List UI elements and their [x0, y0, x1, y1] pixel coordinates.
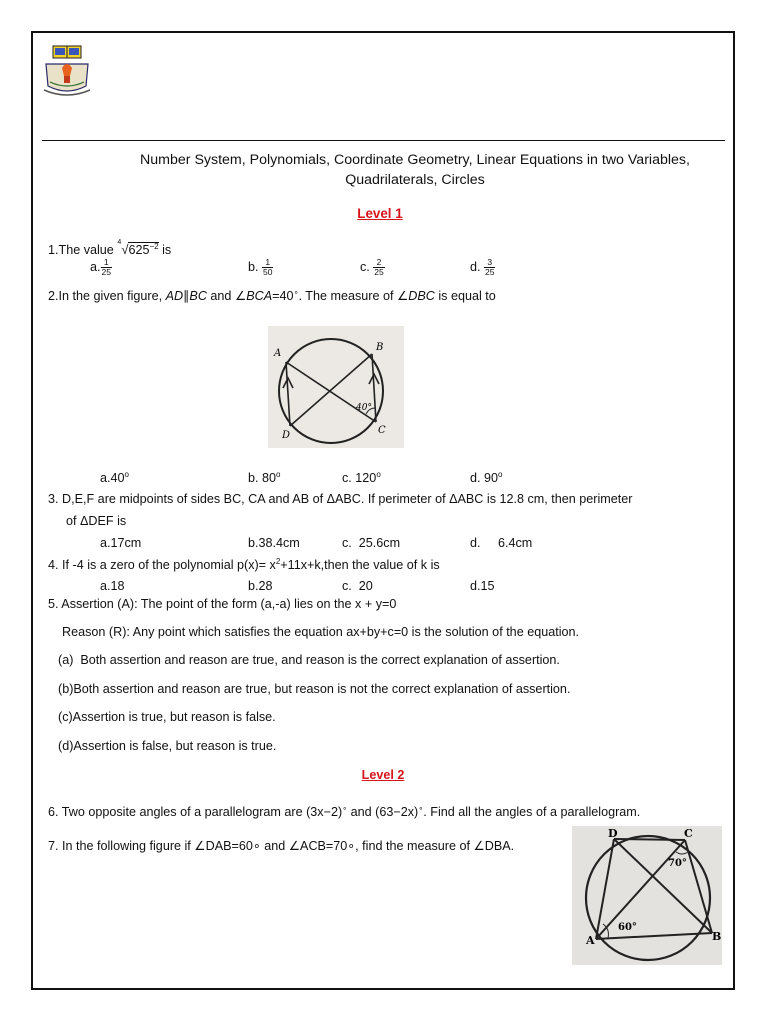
svg-text:D: D — [282, 430, 291, 441]
q1-option-b: b. $\frac{1}{50}$ — [248, 257, 273, 277]
question-7: 7. In the following figure if ∠DAB=60∘ and ∠ACB=70∘, find the measure of ∠DBA. — [48, 839, 515, 853]
svg-text:D: D — [608, 827, 618, 840]
q4-option-d: d.15 — [470, 579, 495, 593]
question-5-assertion: 5. Assertion (A): The point of the form (a,-a) lies on the x + y=0 — [48, 597, 397, 611]
svg-text:C: C — [378, 425, 386, 436]
q4-option-c: c. 20 — [342, 579, 373, 593]
level-2-heading: Level 2 — [361, 768, 405, 782]
svg-text:A: A — [586, 934, 595, 947]
q5-option-a: (a) Both assertion and reason are true, and reason is the correct explanation of assertion. — [58, 653, 560, 667]
svg-text:B: B — [712, 930, 722, 943]
svg-text:C: C — [684, 827, 693, 840]
q1-option-c: c. $\frac{2}{25}$ — [360, 257, 384, 277]
question-5-reason: Reason (R): Any point which satisfies the equation ax+by+c=0 is the solution of the equation. — [62, 625, 580, 639]
q4-option-b: b.28 — [248, 579, 273, 593]
q2-option-a: a.40$^o$ — [100, 470, 129, 486]
level-1-heading: Level 1 — [357, 206, 403, 221]
q5-option-c: (c)Assertion is true, but reason is false. — [58, 710, 276, 724]
q2-circle-figure — [268, 326, 404, 448]
question-6: 6. Two opposite angles of a parallelogram are (3x−2)∘ and (63−2x)∘. Find all the angles of a parallelogram. — [48, 804, 641, 820]
question-4: 4. If -4 is a zero of the polynomial $p(x)= x^2+11x+k,then$ the value of k is — [48, 557, 440, 573]
q1-option-a: a. $\frac{1}{25}$ — [90, 257, 111, 277]
svg-text:A: A — [274, 348, 282, 359]
q3-option-d: d. 6.4cm — [470, 536, 533, 550]
q2-option-c: c. 120$^o$ — [342, 470, 381, 486]
svg-text:60°: 60° — [618, 922, 637, 933]
question-3-line-1: 3. D,E,F are midpoints of sides BC, CA and AB of ΔABC. If perimeter of ΔABC is 12.8 cm, then perimeter — [48, 492, 633, 506]
question-1: 1.The value 4 $√625^{-2}$ is — [48, 239, 172, 258]
school-emblem-logo — [40, 42, 94, 98]
q3-option-a: a.17cm — [100, 536, 142, 550]
svg-text:B: B — [376, 342, 384, 353]
q1-option-d: d. $\frac{3}{25}$ — [470, 257, 495, 277]
q4-option-a: a.18 — [100, 579, 125, 593]
q5-option-b: (b)Both assertion and reason are true, but reason is not the correct explanation of assertion. — [58, 682, 571, 696]
q3-option-b: b.38.4cm — [248, 536, 300, 550]
question-2: 2.In the given figure, AD∥BC and ∠BCA=40∘. The measure of ∠DBC is equal to — [48, 288, 496, 304]
svg-text:70°: 70° — [668, 858, 687, 869]
q3-option-c: c. 25.6cm — [342, 536, 401, 550]
page-title: Number System, Polynomials, Coordinate Geometry, Linear Equations in two Variables, Quadrilaterals, Circles — [140, 152, 690, 188]
svg-text:40°: 40° — [356, 403, 372, 413]
question-3-line-2: of ΔDEF is — [66, 514, 127, 528]
q2-option-d: d. 90$^o$ — [470, 470, 503, 486]
header-rule — [42, 140, 725, 141]
q5-option-d: (d)Assertion is false, but reason is true. — [58, 739, 277, 753]
q7-circle-figure — [572, 826, 722, 965]
q2-option-b: b. 80$^o$ — [248, 470, 281, 486]
